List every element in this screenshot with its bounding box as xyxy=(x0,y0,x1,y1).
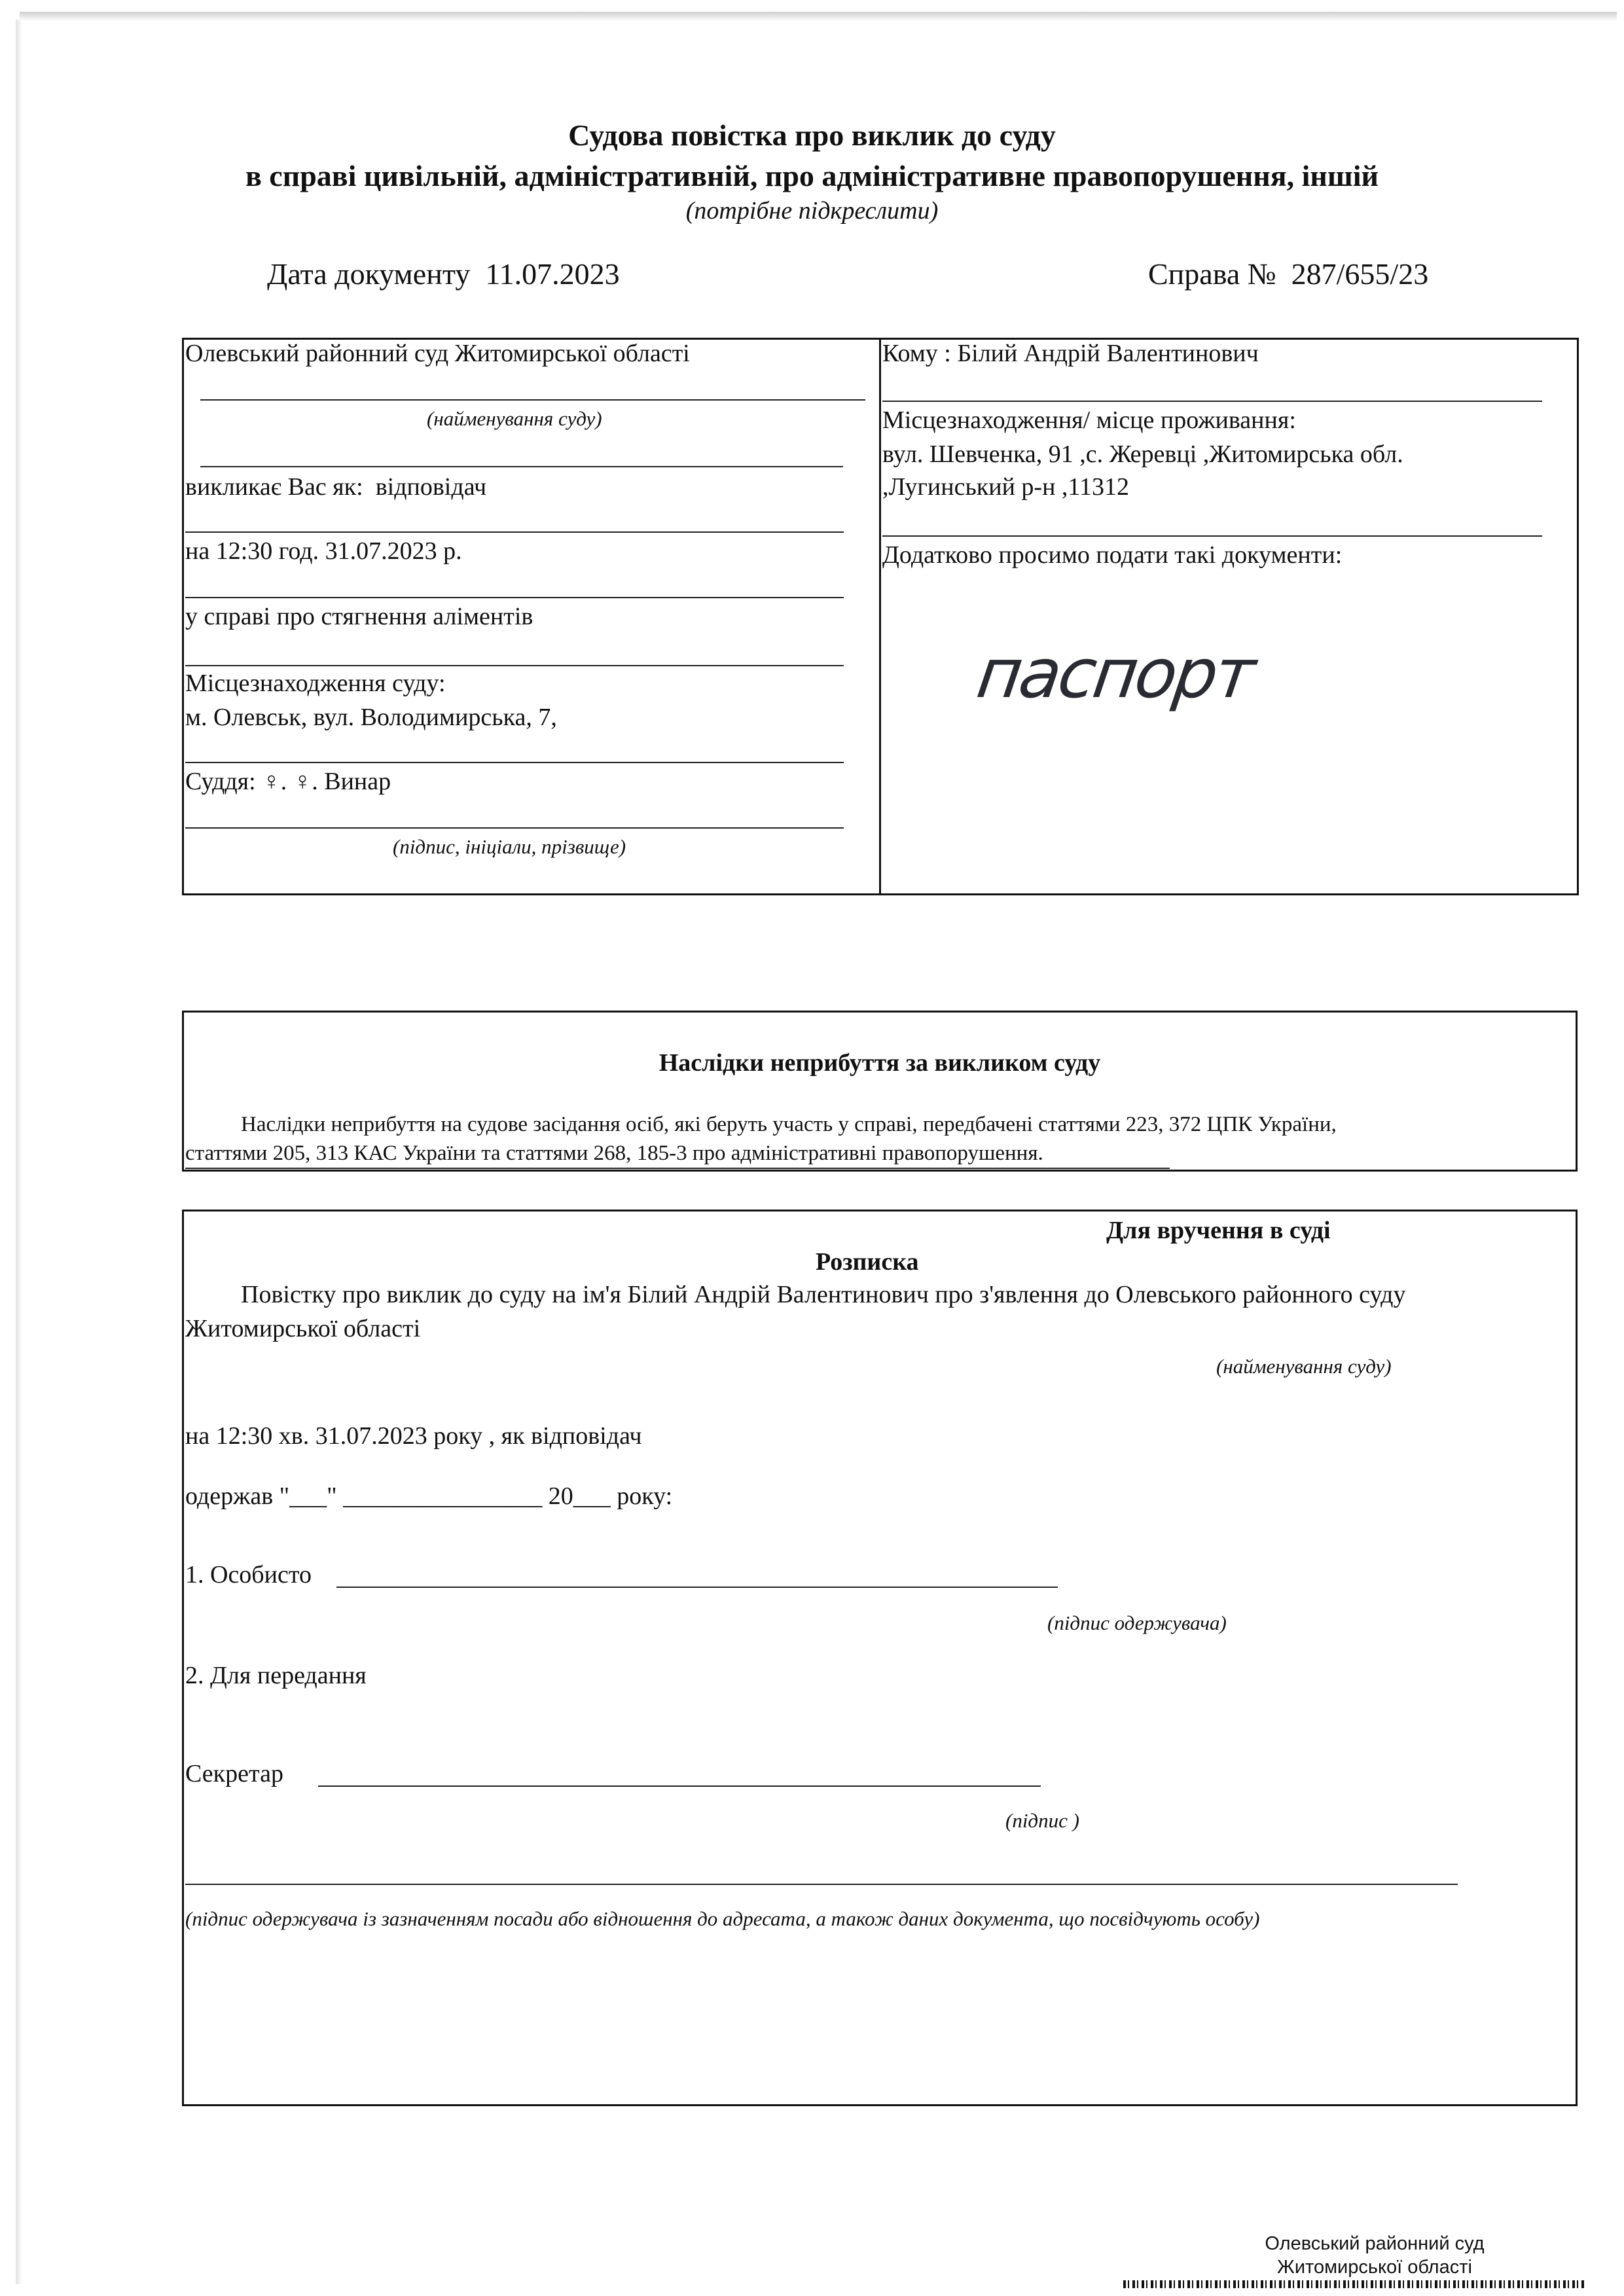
matter-line xyxy=(185,665,844,666)
personally-signature-line[interactable] xyxy=(336,1587,1058,1588)
document-title: Судова повістка про виклик до суду xyxy=(568,118,1056,152)
recipient-name: Білий Андрій Валентинович xyxy=(957,340,1259,367)
court-stamp-line-1: Олевський районний суд xyxy=(1265,2233,1485,2254)
receipt-box xyxy=(182,1210,1578,2106)
scan-edge-left xyxy=(16,20,22,2284)
document-date xyxy=(267,257,620,291)
underline-note: (потрібне підкреслити) xyxy=(685,197,939,224)
court-stamp-line-2: Житомирської області xyxy=(1277,2257,1472,2278)
recipient-line xyxy=(882,401,1542,402)
recipient-label: Кому : xyxy=(882,340,951,367)
court-name-line xyxy=(200,399,865,401)
recipient-details-line[interactable] xyxy=(185,1884,1458,1885)
court-name: Олевський районний суд Житомирської області xyxy=(185,340,690,367)
time-line xyxy=(185,597,844,598)
secretary-label: Секретар xyxy=(185,1760,283,1787)
role-line xyxy=(185,531,844,533)
summoned-as xyxy=(185,473,486,501)
residence-underline xyxy=(882,535,1542,537)
role-label: викликає Вас як: xyxy=(185,473,363,501)
judge-caption: (підпис, ініціали, прізвище) xyxy=(393,835,626,858)
document-subtitle: в справі цивільній, адміністративній, про адміністративне правопорушення, іншій xyxy=(245,159,1379,192)
personally-label: 1. Особисто xyxy=(185,1561,312,1588)
secretary-signature-line[interactable] xyxy=(318,1785,1041,1787)
receipt-title: Розписка xyxy=(816,1248,919,1276)
case-number xyxy=(1148,257,1428,291)
receipt-hearing-time: на 12:30 хв. 31.07.2023 року , як відповідач xyxy=(185,1422,642,1450)
role-value: відповідач xyxy=(375,473,487,501)
consequences-line-2: статтями 205, 313 КАС України та статтями 268, 185-3 про адміністративні правопорушення. xyxy=(185,1141,1043,1165)
handwritten-document: паспорт xyxy=(972,634,1258,713)
receipt-for-court: Для вручення в суді xyxy=(1106,1217,1331,1244)
summons-divider xyxy=(879,338,881,895)
consequences-line-1: Наслідки неприбуття на судове засідання осіб, які беруть участь у справі, передбачені статтями 223, 372 ЦПК України, xyxy=(241,1113,1337,1136)
date-value: 11.07.2023 xyxy=(485,257,620,291)
location-line xyxy=(185,762,844,763)
case-matter: у справі про стягнення аліментів xyxy=(185,603,533,630)
received-date: одержав "___" ________________ 20___ року: xyxy=(185,1482,673,1510)
receipt-court-caption: (найменування суду) xyxy=(1216,1355,1392,1378)
barcode xyxy=(1123,2280,1585,2288)
extra-documents-label: Додатково просимо подати такі документи: xyxy=(882,541,1343,569)
date-label: Дата документу xyxy=(267,257,471,291)
receipt-line-2: Житомирської області xyxy=(185,1315,421,1342)
case-label: Справа № xyxy=(1148,257,1276,291)
court-name-caption: (найменування суду) xyxy=(427,407,602,430)
consequences-underline xyxy=(185,1168,1170,1169)
judge-value: ♀. ♀. Винар xyxy=(262,768,391,795)
consequences-title: Наслідки неприбуття за викликом суду xyxy=(659,1049,1101,1077)
court-caption-line xyxy=(200,466,843,467)
secretary-signature-caption: (підпис ) xyxy=(1005,1809,1079,1832)
judge-label: Суддя: xyxy=(185,768,256,795)
court-location-value: м. Олевськ, вул. Володимирська, 7, xyxy=(185,704,557,731)
residence-line-1: вул. Шевченка, 91 ,с. Жеревці ,Житомирська обл. xyxy=(882,440,1403,468)
receipt-line-1: Повістку про виклик до суду на ім'я Білий Андрій Валентинович про з'явлення до Олевського районного суду xyxy=(241,1281,1406,1308)
recipient-signature-caption: (підпис одержувача) xyxy=(1047,1611,1227,1634)
judge-line xyxy=(185,827,844,829)
recipient-details-caption: (підпис одержувача із зазначенням посади або відношення до адресата, а також даних документа, що посвідчують особу) xyxy=(185,1907,1260,1930)
scan-edge-top xyxy=(20,12,1617,21)
residence-label: Місцезнаходження/ місце проживання: xyxy=(882,406,1296,434)
judge xyxy=(185,767,391,796)
court-location-label: Місцезнаходження суду: xyxy=(185,670,446,697)
hearing-time: на 12:30 год. 31.07.2023 р. xyxy=(185,537,462,565)
transfer-label: 2. Для передання xyxy=(185,1662,367,1689)
residence-line-2: ,Лугинський р-н ,11312 xyxy=(882,473,1129,501)
recipient xyxy=(882,339,1259,368)
case-value: 287/655/23 xyxy=(1291,257,1429,291)
